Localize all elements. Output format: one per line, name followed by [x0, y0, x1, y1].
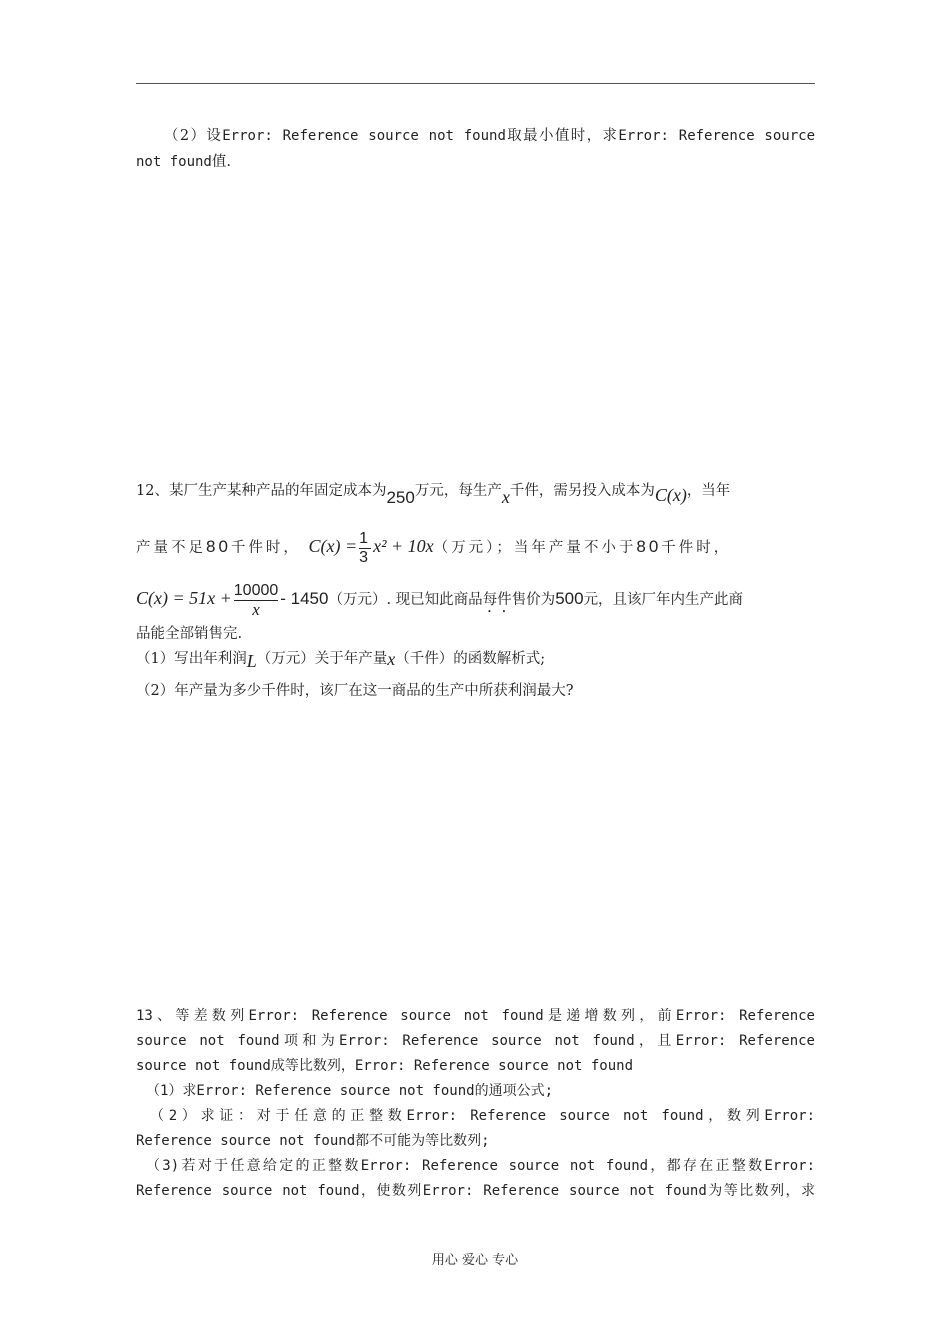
- q11-part2-line1: （2）设Error: Reference source not found取最小值时，求Error: Reference source: [164, 128, 815, 144]
- header-rule: [136, 83, 815, 84]
- q12-line4: 品能全部销售完.: [136, 626, 243, 642]
- q11-part2-line2: not found值.: [136, 154, 231, 170]
- q12-line3: C(x) = 51x + $\frac{10000}{x}$ - 1450（万元）. 现已知此商品每件售价为500元，且该厂年内生产此商: [136, 581, 744, 619]
- q13-line6: Reference source not found都不可能为等比数列;: [136, 1133, 490, 1149]
- fraction-10000-over-x: $\frac{10000}{x}$: [233, 581, 279, 619]
- fraction-one-third: $\frac{1}{3}$: [359, 529, 372, 566]
- q13-line7: （3)若对于任意给定的正整数Error: Reference source not found，都存在正整数Error:: [146, 1158, 815, 1174]
- q12-line1: 12、某厂生产某种产品的年固定成本为250万元，每生产x千件，需另投入成本为C(x)，当年: [136, 483, 731, 507]
- q12-line2: 产量不足80千件时， C(x) = $\frac{1}{3}$ x² + 10x（万元）；当年产量不小于80千件时，: [136, 529, 732, 566]
- q13-line2: source not found项和为Error: Reference source not found，且Error: Reference: [136, 1033, 815, 1049]
- q12-sub1: （1）写出年利润L（万元）关于年产量x（千件）的函数解析式;: [136, 649, 546, 671]
- q13-line1: 13、等差数列Error: Reference source not found是递增数列，前Error: Reference: [136, 1008, 815, 1024]
- q13-line4: （1）求Error: Reference source not found的通项公式;: [146, 1083, 554, 1099]
- q13-line5: （2）求证：对于任意的正整数Error: Reference source not found，数列Error:: [150, 1108, 815, 1124]
- q13-line8: Reference source not found，使数列Error: Reference source not found为等比数列，求: [136, 1183, 815, 1199]
- q12-sub2: （2）年产量为多少千件时，该厂在这一商品的生产中所获利润最大?: [136, 683, 574, 699]
- q13-line3: source not found成等比数列，Error: Reference source not found: [136, 1058, 634, 1074]
- page-footer: 用心 爱心 专心: [431, 1253, 519, 1268]
